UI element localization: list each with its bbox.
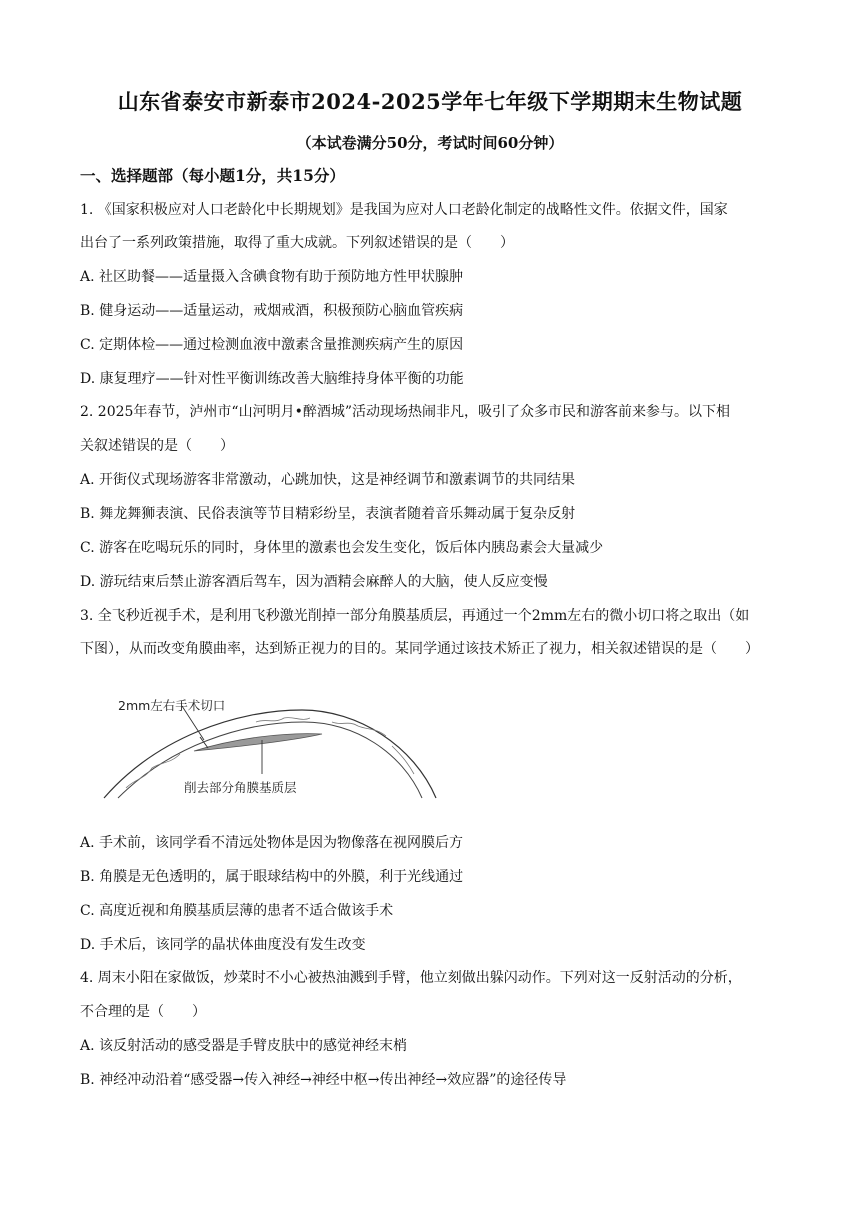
question-1-option-b: B. 健身运动——适量运动，戒烟戒酒，积极预防心脑血管疾病 xyxy=(80,303,464,319)
question-3-stem-line-2: 下图），从而改变角膜曲率，达到矫正视力的目的。某同学通过该技术矫正了视力，相关叙述错误的是（ ） xyxy=(80,641,759,657)
question-2-stem-line-2: 关叙述错误的是（ ） xyxy=(80,438,234,454)
question-3-option-a: A. 手术前，该同学看不清远处物体是因为物像落在视网膜后方 xyxy=(80,835,464,851)
page-subtitle: （本试卷满分50分，考试时间60分钟） xyxy=(296,134,564,152)
question-1-option-d: D. 康复理疗——针对性平衡训练改善大脑维持身体平衡的功能 xyxy=(80,371,464,387)
page-title: 山东省泰安市新泰市2024-2025学年七年级下学期期末生物试题 xyxy=(117,89,743,114)
question-1-stem-line-1: 1. 《国家积极应对人口老龄化中长期规划》是我国为应对人口老龄化制定的战略性文件。依据文件，国家 xyxy=(80,202,728,218)
question-3-option-c: C. 高度近视和角膜基质层薄的患者不适合做该手术 xyxy=(80,903,394,919)
question-2-option-c: C. 游客在吃喝玩乐的同时，身体里的激素也会发生变化，饭后体内胰岛素会大量减少 xyxy=(80,540,604,556)
question-2-option-b: B. 舞龙舞狮表演、民俗表演等节目精彩纷呈，表演者随着音乐舞动属于复杂反射 xyxy=(80,506,576,522)
question-3-stem-line-1: 3. 全飞秒近视手术，是利用飞秒激光削掉一部分角膜基质层，再通过一个2mm左右的微小切口将之取出（如 xyxy=(80,608,750,624)
question-2-option-a: A. 开街仪式现场游客非常激动，心跳加快，这是神经调节和激素调节的共同结果 xyxy=(80,472,576,488)
question-1-option-c: C. 定期体检——通过检测血液中激素含量推测疾病产生的原因 xyxy=(80,337,464,353)
question-4-stem-line-2: 不合理的是（ ） xyxy=(80,1004,206,1020)
question-4-stem-line-1: 4. 周末小阳在家做饭，炒菜时不小心被热油溅到手臂，他立刻做出躲闪动作。下列对这一反射活动的分析， xyxy=(80,970,742,986)
incision-label: 2mm左右手术切口 xyxy=(118,698,226,713)
question-4-option-a: A. 该反射活动的感受器是手臂皮肤中的感觉神经末梢 xyxy=(80,1038,408,1054)
question-2-stem-line-1: 2. 2025年春节，泸州市“山河明月•醉酒城”活动现场热闹非凡，吸引了众多市民和游客前来参与。以下相 xyxy=(80,404,731,420)
cornea-surgery-figure xyxy=(96,688,442,804)
question-3-option-d: D. 手术后，该同学的晶状体曲度没有发生改变 xyxy=(80,937,366,953)
question-1-stem-line-2: 出台了一系列政策措施，取得了重大成就。下列叙述错误的是（ ） xyxy=(80,235,514,251)
stroma-label: 削去部分角膜基质层 xyxy=(184,780,297,795)
section-heading: 一、选择题部（每小题1分，共15分） xyxy=(80,166,345,185)
question-2-option-d: D. 游玩结束后禁止游客酒后驾车，因为酒精会麻醉人的大脑，使人反应变慢 xyxy=(80,574,548,590)
question-4-option-b: B. 神经冲动沿着“感受器→传入神经→神经中枢→传出神经→效应器”的途径传导 xyxy=(80,1072,567,1088)
question-3-option-b: B. 角膜是无色透明的，属于眼球结构中的外膜，利于光线通过 xyxy=(80,869,464,885)
question-1-option-a: A. 社区助餐——适量摄入含碘食物有助于预防地方性甲状腺肿 xyxy=(80,269,464,285)
